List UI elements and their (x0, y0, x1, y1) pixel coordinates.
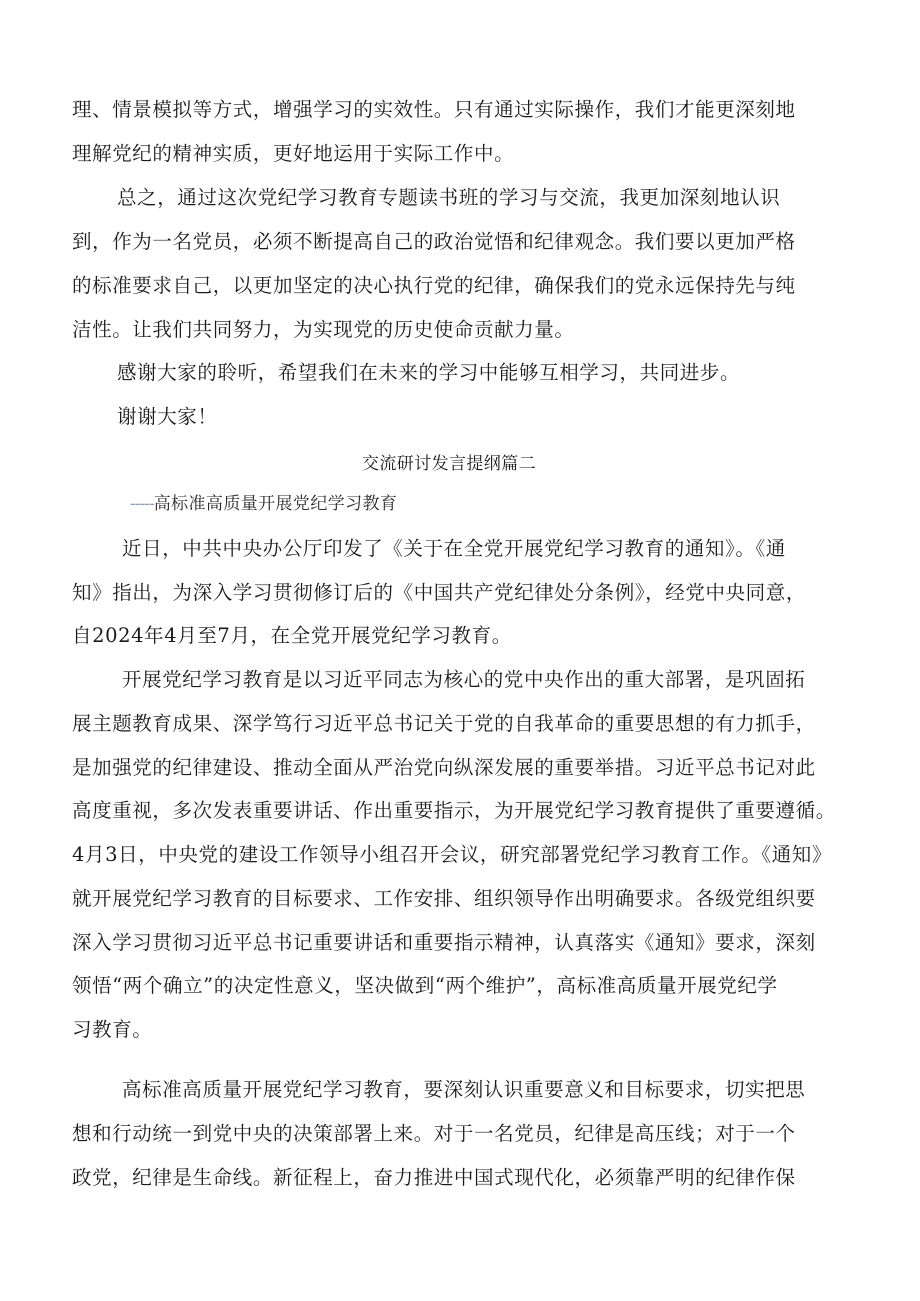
paragraph-line: 自2024年4月至7月，在全党开展党纪学习教育。 (72, 624, 512, 647)
paragraph-line: 习教育。 (72, 1018, 153, 1041)
paragraph-line: 谢谢大家！ (117, 405, 218, 428)
subtitle (130, 490, 397, 518)
paragraph-line: 高标准高质量开展党纪学习教育，要深刻认识重要意义和目标要求，切实把思 (122, 1078, 806, 1101)
paragraph-line: 洁性。让我们共同努力，为实现党的历史使命贡献力量。 (72, 318, 575, 341)
paragraph-line: 近日，中共中央办公厅印发了《关于在全党开展党纪学习教育的通知》。《通 (122, 537, 786, 560)
paragraph-line: 深入学习贯彻习近平总书记重要讲话和重要指示精神，认真落实《通知》要求，深刻 (72, 931, 816, 954)
paragraph-line: 知》指出，为深入学习贯彻修订后的《中国共产党纪律处分条例》，经党中央同意， (72, 581, 806, 604)
paragraph-line: 理解党纪的精神实质，更好地运用于实际工作中。 (72, 142, 515, 165)
paragraph-line: 到，作为一名党员，必须不断提高自己的政治觉悟和纪律观念。我们要以更加严格 (72, 230, 796, 253)
paragraph-line: 政党，纪律是生命线。新征程上，奋力推进中国式现代化，必须靠严明的纪律作保 (72, 1166, 796, 1189)
paragraph-line: 的标准要求自己，以更加坚定的决心执行党的纪律，确保我们的党永远保持先与纯 (72, 274, 796, 297)
subtitle-text: 高标准高质量开展党纪学习教育 (153, 494, 398, 514)
paragraph-line: 开展党纪学习教育是以习近平同志为核心的党中央作出的重大部署，是巩固拓 (122, 668, 806, 691)
paragraph-line: 感谢大家的聆听，希望我们在未来的学习中能够互相学习，共同进步。 (117, 361, 741, 384)
subtitle-dash: ----- (130, 494, 154, 514)
paragraph-line: 领悟“两个确立”的决定性意义，坚决做到“两个维护”，高标准高质量开展党纪学 (72, 974, 778, 997)
paragraph-line: 高度重视，多次发表重要讲话、作出重要指示，为开展党纪学习教育提供了重要遵循。 (72, 799, 836, 822)
paragraph-line: 展主题教育成果、深学笃行习近平总书记关于党的自我革命的重要思想的有力抓手， (72, 712, 816, 735)
paragraph-line: 总之，通过这次党纪学习教育专题读书班的学习与交流，我更加深刻地认识 (117, 186, 781, 209)
paragraph-line: 4月3日，中央党的建设工作领导小组召开会议，研究部署党纪学习教育工作。《通知》 (72, 843, 832, 866)
paragraph-line: 就开展党纪学习教育的目标要求、工作安排、组织领导作出明确要求。各级党组织要 (72, 887, 816, 910)
paragraph-line: 是加强党的纪律建设、推动全面从严治党向纵深发展的重要举措。习近平总书记对此 (72, 756, 816, 779)
paragraph-line: 理、情景模拟等方式，增强学习的实效性。只有通过实际操作，我们才能更深刻地 (72, 98, 796, 121)
section-title: 交流研讨发言提纲篇二 (362, 454, 536, 474)
paragraph-line: 想和行动统一到党中央的决策部署上来。对于一名党员，纪律是高压线；对于一个 (72, 1122, 796, 1145)
